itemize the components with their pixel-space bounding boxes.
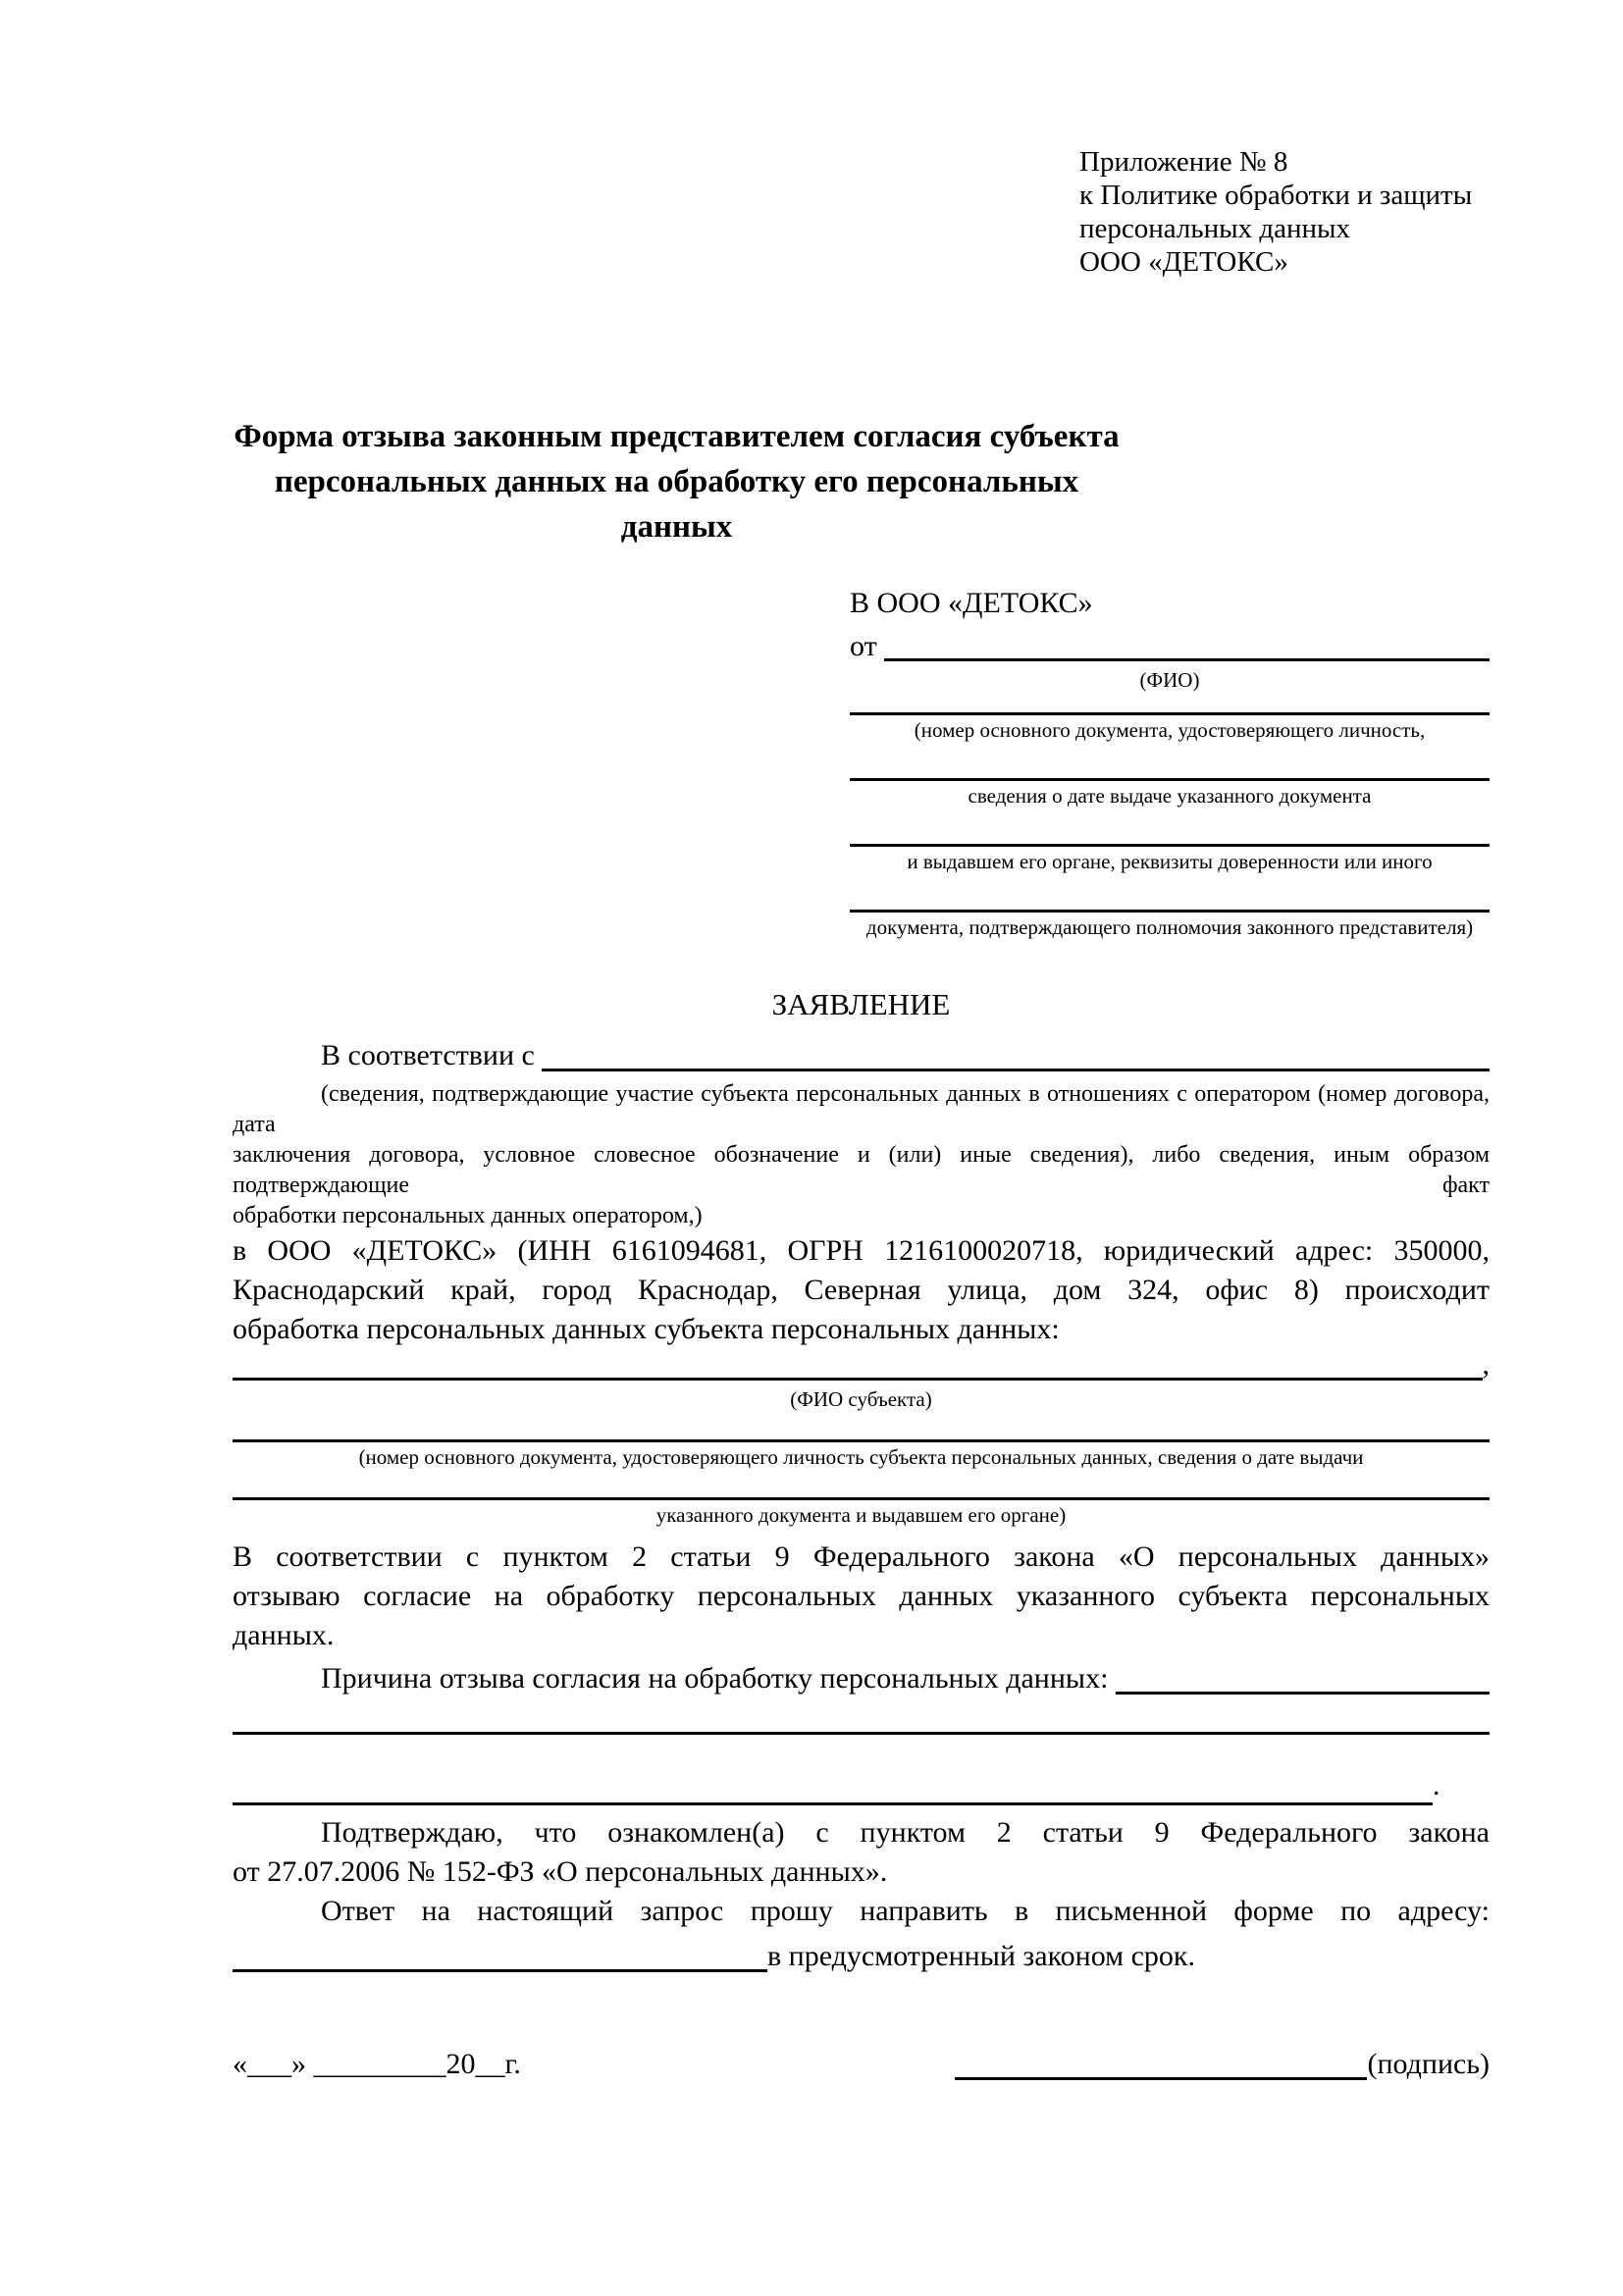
doc-field-caption-4: документа, подтверждающего полномочия законного представителя) [865, 915, 1474, 939]
statement-heading: ЗАЯВЛЕНИЕ [771, 987, 951, 1021]
blank-line-period: . [1433, 1769, 1440, 1801]
signature-caption: (подпись) [1367, 2048, 1490, 2080]
subject-fio-caption: (ФИО субъекта) [790, 1387, 932, 1411]
operator-paragraph [233, 1231, 1490, 1349]
reply-paragraph-line: Ответ на настоящий запрос прошу направить в письменной форме по адресу: [321, 1895, 1490, 1927]
reason-row [233, 1655, 1490, 1698]
footer [233, 2045, 1490, 2084]
blank-fill-line-1 [233, 1732, 1490, 1735]
addressee-block [850, 585, 1490, 940]
blank-fill-line-2-row [233, 1766, 1490, 1805]
withdrawal-paragraph-line-1: В соответствии с пунктом 2 статьи 9 Федерального закона «О персональных данных» [233, 1540, 1490, 1573]
participation-note-line-3: обработки персональных данных оператором,) [233, 1203, 703, 1228]
accordance-label: В соответствии с [321, 1039, 543, 1071]
document-content [233, 0, 1490, 2084]
withdrawal-paragraph-line-2: отзываю согласие на обработку персональных данных указанного субъекта персональных [233, 1580, 1490, 1612]
reason-fill-line [1116, 1692, 1490, 1695]
appendix-header [1079, 145, 1490, 279]
signature-group [955, 2045, 1490, 2084]
signature-fill-line [955, 2077, 1367, 2080]
subject-doc-caption-1: (номер основного документа, удостоверяющего личность субъекта персональных данных, сведения о дате выдачи [358, 1445, 1364, 1469]
accordance-row [233, 1032, 1490, 1075]
header-line-2: к Политике обработки и защиты [1079, 180, 1473, 211]
participation-note-line-2: заключения договора, условное словесное обозначение и (или) иные сведения), либо сведения, иным образом подтверждающие факт [233, 1142, 1490, 1198]
date-line: «___» _________20__г. [233, 2048, 521, 2080]
accordance-fill-line [542, 1069, 1490, 1071]
doc-field-caption-3: и выдавшем его органе, реквизиты доверенности или иного [907, 850, 1433, 873]
participation-note-line-1: (сведения, подтверждающие участие субъекта персональных данных в отношениях с оператором (номер договора, дата [233, 1081, 1490, 1137]
reply-suffix: в предусмотренный законом срок. [767, 1940, 1195, 1972]
doc-field-rule-3 [850, 844, 1490, 847]
subject-fio-row [233, 1349, 1490, 1384]
reason-label: Причина отзыва согласия на обработку персональных данных: [321, 1662, 1116, 1695]
fio-caption: (ФИО) [1139, 668, 1200, 692]
fio-fill-line [884, 658, 1490, 661]
blank-fill-line-2 [233, 1802, 1433, 1805]
header-line-4: ООО «ДЕТОКС» [1079, 246, 1288, 278]
withdrawal-paragraph-line-3: данных. [233, 1619, 335, 1651]
from-row [850, 622, 1490, 665]
header-line-3: персональных данных [1079, 213, 1351, 244]
operator-paragraph-line-1: в ООО «ДЕТОКС» (ИНН 6161094681, ОГРН 1216100020718, юридический адрес: 350000, [233, 1234, 1490, 1267]
operator-paragraph-line-3: обработка персональных данных субъекта персональных данных: [233, 1313, 1060, 1345]
doc-field-rule-2 [850, 778, 1490, 781]
doc-field-rule-1 [850, 712, 1490, 715]
from-label: от [850, 630, 885, 662]
subject-doc-rule-1 [233, 1439, 1490, 1442]
doc-field-rule-4 [850, 910, 1490, 913]
doc-field-caption-2: сведения о дате выдаче указанного документа [968, 784, 1372, 808]
header-line-1: Приложение № 8 [1079, 146, 1288, 178]
confirm-paragraph [233, 1813, 1490, 1892]
addressee-to: В ООО «ДЕТОКС» [850, 587, 1093, 619]
address-row [233, 1933, 1490, 1976]
address-fill-line [233, 1969, 767, 1972]
document-title: Форма отзыва законным представителем согласия субъекта персональных данных на обработку его персональных данных [234, 419, 1120, 545]
subject-fio-fill-line [233, 1378, 1483, 1381]
subject-line-comma: , [1482, 1348, 1490, 1381]
participation-note [233, 1079, 1490, 1231]
operator-paragraph-line-2: Краснодарский край, город Краснодар, Северная улица, дом 324, офис 8) происходит [233, 1274, 1490, 1306]
confirm-paragraph-line-1: Подтверждаю, что ознакомлен(а) с пунктом 2 статьи 9 Федерального закона [321, 1816, 1490, 1849]
subject-doc-rule-2 [233, 1497, 1490, 1500]
doc-field-caption-1: (номер основного документа, удостоверяющего личность, [914, 718, 1426, 742]
withdrawal-paragraph [233, 1538, 1490, 1655]
confirm-paragraph-line-2: от 27.07.2006 № 152-ФЗ «О персональных данных». [233, 1855, 888, 1888]
subject-doc-caption-2: указанного документа и выдавшем его органе) [655, 1503, 1067, 1527]
